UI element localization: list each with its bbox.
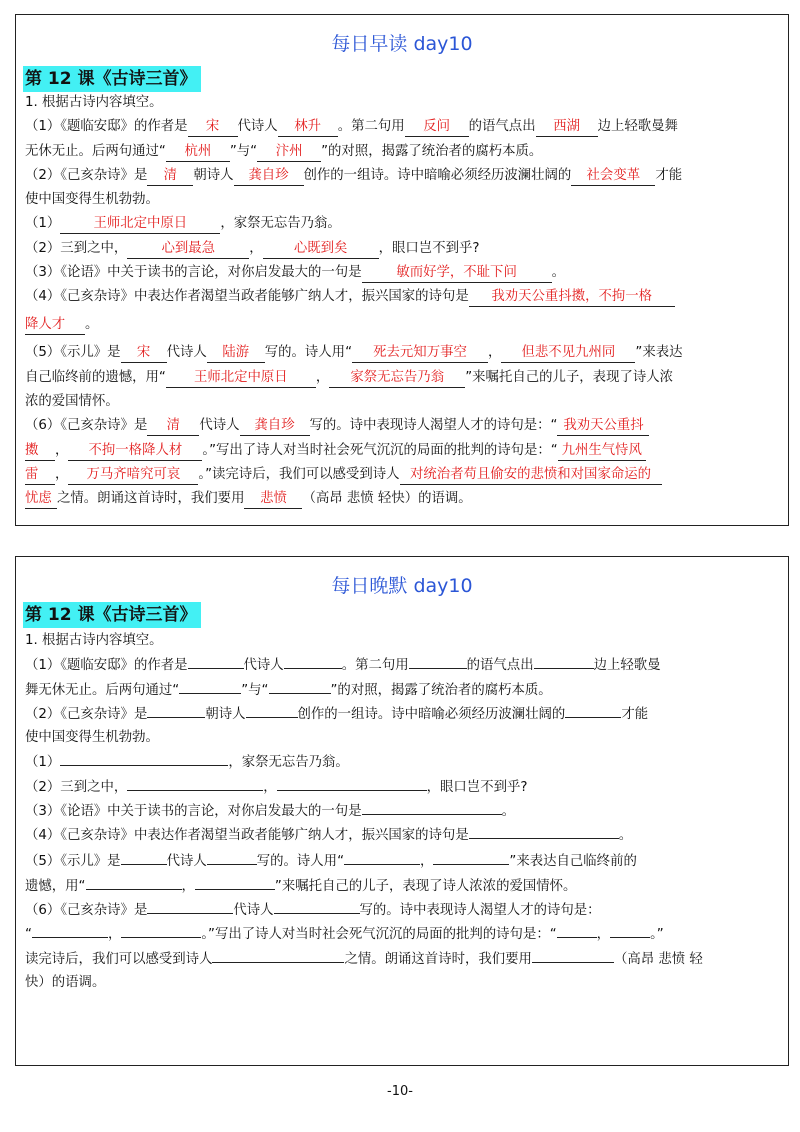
answer-field: 西湖 [536,118,598,137]
morning-r6-line3: 雷 ， 万马齐喑究可哀 。”读完诗后，我们可以感受到诗人 对统治者苟且偷安的悲愤和对国家命运的 [25,463,781,487]
answer-field: 心既到矣 [263,240,379,259]
morning-r5-line3: 浓的爱国情怀。 [25,393,119,409]
morning-body [25,91,781,511]
answer-field: 王师北定中原日 [166,369,316,388]
blank-field[interactable] [246,702,298,718]
blank-field[interactable] [207,849,257,865]
blank-field[interactable] [269,678,331,694]
blank-field[interactable] [121,922,201,938]
answer-field: 降人才 [25,316,85,335]
morning-r4-line1: （4）《己亥杂诗》中表达作者渴望当政者能够广纳人才，振兴国家的诗句是 我劝天公重抖擞，不拘一格 [25,285,781,313]
evening-r4: （4）《己亥杂诗》中表达作者渴望当政者能够广纳人才，振兴国家的诗句是 。 [25,823,781,849]
morning-r5-line2: 自己临终前的遗憾，用“ 王师北定中原日 ， 家祭无忘告乃翁 ”来嘱托自己的儿子，表现了诗人浓 [25,366,781,390]
blank-field[interactable] [179,678,241,694]
evening-q1-line2: 舞无休无止。后两句通过“ ”与“ ”的对照，揭露了统治者的腐朽本质。 [25,678,781,702]
blank-field[interactable] [469,823,619,839]
answer-field: 反问 [405,118,469,137]
answer-field: 林升 [278,118,338,137]
blank-field[interactable] [409,653,467,669]
answer-field: 宋 [121,344,167,363]
morning-q2-line2: 使中国变得生机勃勃。 [25,192,159,208]
answer-field: 擞 [25,442,55,461]
evening-q2-line2: 使中国变得生机勃勃。 [25,730,159,746]
answer-field: 心到最急 [127,240,249,259]
morning-q2-line1: （2）《己亥杂诗》是 清 朝诗人 龚自珍 创作的一组诗。诗中暗喻必须经历波澜壮阔的 社会变革 才能 [25,164,781,188]
morning-r1: （1） 王师北定中原日 ，家祭无忘告乃翁。 [25,212,781,236]
blank-field[interactable] [610,922,650,938]
morning-r6-line2: 擞 ， 不拘一格降人材 。”写出了诗人对当时社会死气沉沉的局面的批判的诗句是：“ 九州生气恃风 [25,439,781,463]
answer-field: 雷 [25,466,55,485]
blank-field[interactable] [212,947,344,963]
answer-field: 对统治者苟且偷安的悲愤和对国家命运的 [400,466,662,485]
answer-field: 杭州 [166,143,230,162]
evening-r2: （2）三到之中， ， ，眼口岂不到乎? [25,775,781,799]
blank-field[interactable] [32,922,108,938]
morning-lesson-heading: 第 12 课《古诗三首》 [23,66,201,92]
answer-field: 陆游 [207,344,265,363]
answer-field: 不拘一格降人材 [68,442,202,461]
morning-r4-line2: 降人才 。 [25,313,781,341]
answer-field: 家祭无忘告乃翁 [329,369,465,388]
evening-question-head: 1. 根据古诗内容填空。 [25,633,163,648]
blank-field[interactable] [274,898,360,914]
page-number: -10- [387,1084,413,1099]
answer-field: 龚自珍 [240,417,310,436]
morning-q1-line2: 无休无止。后两句通过“ 杭州 ”与“ 汴州 ”的对照，揭露了统治者的腐朽本质。 [25,140,781,164]
morning-r3: （3）《论语》中关于读书的言论，对你启发最大的一句是 敏而好学，不耻下问 。 [25,261,781,285]
blank-field[interactable] [557,922,597,938]
evening-q2-line1: （2）《己亥杂诗》是 朝诗人 创作的一组诗。诗中暗喻必须经历波澜壮阔的 才能 [25,702,781,726]
evening-q1-line1: （1）《题临安邸》的作者是 代诗人 。第二句用 的语气点出 边上轻歌曼 [25,653,781,677]
answer-field: 清 [147,417,199,436]
blank-field[interactable] [60,750,228,766]
blank-field[interactable] [127,775,263,791]
blank-field[interactable] [147,898,233,914]
evening-r5-line2: 遗憾，用“ ， ”来嘱托自己的儿子，表现了诗人浓浓的爱国情怀。 [25,874,781,898]
answer-field: 九州生气恃风 [558,442,646,461]
evening-dictation-panel [15,556,789,1066]
evening-r6-line1: （6）《己亥杂诗》是 代诗人 写的。诗中表现诗人渴望人才的诗句是： [25,898,781,922]
blank-field[interactable] [565,702,621,718]
morning-reading-panel [15,14,789,526]
answer-field: 社会变革 [571,167,655,186]
evening-r1: （1） ，家祭无忘告乃翁。 [25,750,781,774]
morning-r6-line1: （6）《己亥杂诗》是 清 代诗人 龚自珍 写的。诗中表现诗人渴望人才的诗句是：“ 我劝天公重抖 [25,414,781,438]
blank-field[interactable] [188,653,244,669]
blank-field[interactable] [532,947,614,963]
evening-r6-line3: 读完诗后，我们可以感受到诗人 之情。朗诵这首诗时，我们要用 （高昂 悲愤 轻 [25,947,781,971]
answer-field: 我劝天公重抖 [557,417,649,436]
answer-field: 汴州 [257,143,321,162]
morning-r6-line4: 忧虑 之情。朗诵这首诗时，我们要用 悲愤 （高昂 悲愤 轻快）的语调。 [25,487,781,511]
answer-field: 悲愤 [244,490,302,509]
evening-r5-line1: （5）《示儿》是 代诗人 写的。诗人用“ ， ”来表达自己临终前的 [25,849,781,873]
blank-field[interactable] [277,775,427,791]
morning-title: 每日早读 day10 [331,33,473,55]
evening-r3: （3）《论语》中关于读书的言论，对你启发最大的一句是 。 [25,799,781,823]
blank-field[interactable] [433,849,509,865]
blank-field[interactable] [147,702,205,718]
answer-field: 死去元知万事空 [352,344,488,363]
answer-field: 但悲不见九州同 [501,344,635,363]
blank-field[interactable] [344,849,420,865]
answer-field: 龚自珍 [234,167,304,186]
evening-r6-line2: “ ， 。”写出了诗人对当时社会死气沉沉的局面的批判的诗句是：“ ， 。” [25,922,781,946]
answer-field: 我劝天公重抖擞，不拘一格 [469,288,675,307]
blank-field[interactable] [534,653,594,669]
answer-field: 清 [147,167,193,186]
answer-field: 敏而好学，不耻下问 [362,264,552,283]
evening-title: 每日晚默 day10 [331,575,473,597]
answer-field: 忧虑 [25,490,57,509]
morning-question-head: 1. 根据古诗内容填空。 [25,95,163,110]
evening-lesson-heading: 第 12 课《古诗三首》 [23,602,201,628]
blank-field[interactable] [284,653,342,669]
answer-field: 万马齐喑究可哀 [68,466,198,485]
morning-r2: （2）三到之中， 心到最急 ， 心既到矣 ，眼口岂不到乎? [25,237,781,261]
blank-field[interactable] [121,849,167,865]
blank-field[interactable] [86,874,182,890]
evening-body [25,629,781,995]
blank-field[interactable] [362,799,502,815]
evening-r6-line4: 快）的语调。 [25,974,106,990]
answer-field: 宋 [188,118,238,137]
morning-r5-line1: （5）《示儿》是 宋 代诗人 陆游 写的。诗人用“ 死去元知万事空 ， 但悲不见九州同 ”来表达 [25,341,781,365]
morning-q1-line1: （1）《题临安邸》的作者是 宋 代诗人 林升 。第二句用 反问 的语气点出 西湖 边上轻歌曼舞 [25,115,781,139]
answer-field: 王师北定中原日 [60,215,220,234]
blank-field[interactable] [195,874,275,890]
